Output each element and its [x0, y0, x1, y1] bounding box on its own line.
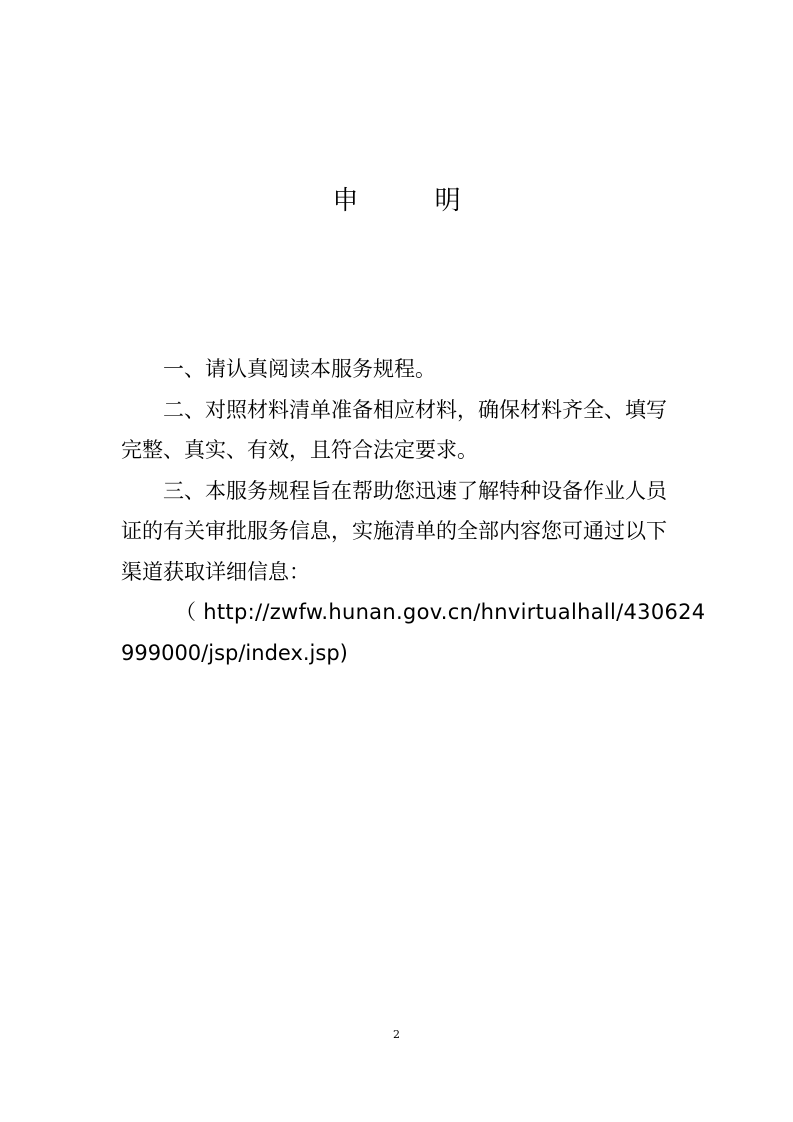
paragraph-1-line-1: 一、请认真阅读本服务规程。 [163, 357, 436, 381]
paragraph-2-line-1: 二、对照材料清单准备相应材料，确保材料齐全、填写 [163, 397, 667, 422]
statement-body [121, 349, 706, 673]
paragraph-2 [121, 390, 677, 471]
paragraph-3 [121, 471, 677, 593]
service-url-line-1: （ http://zwfw.hunan.gov.cn/hnvirtualhall/430624 [175, 600, 706, 624]
paragraph-2-line-2: 完整、真实、有效，且符合法定要求。 [121, 438, 478, 462]
paragraph-3-line-1: 三、本服务规程旨在帮助您迅速了解特种设备作业人员 [163, 478, 667, 503]
service-url-line-2: 999000/jsp/index.jsp) [121, 640, 348, 665]
service-url [121, 592, 706, 673]
page-title: 申 明 [332, 186, 495, 216]
paragraph-3-line-2: 证的有关审批服务信息，实施清单的全部内容您可通过以下 [121, 519, 667, 543]
paragraph-1 [121, 349, 677, 390]
paragraph-3-line-3: 渠道获取详细信息： [121, 559, 310, 584]
page-number: 2 [393, 1028, 400, 1041]
